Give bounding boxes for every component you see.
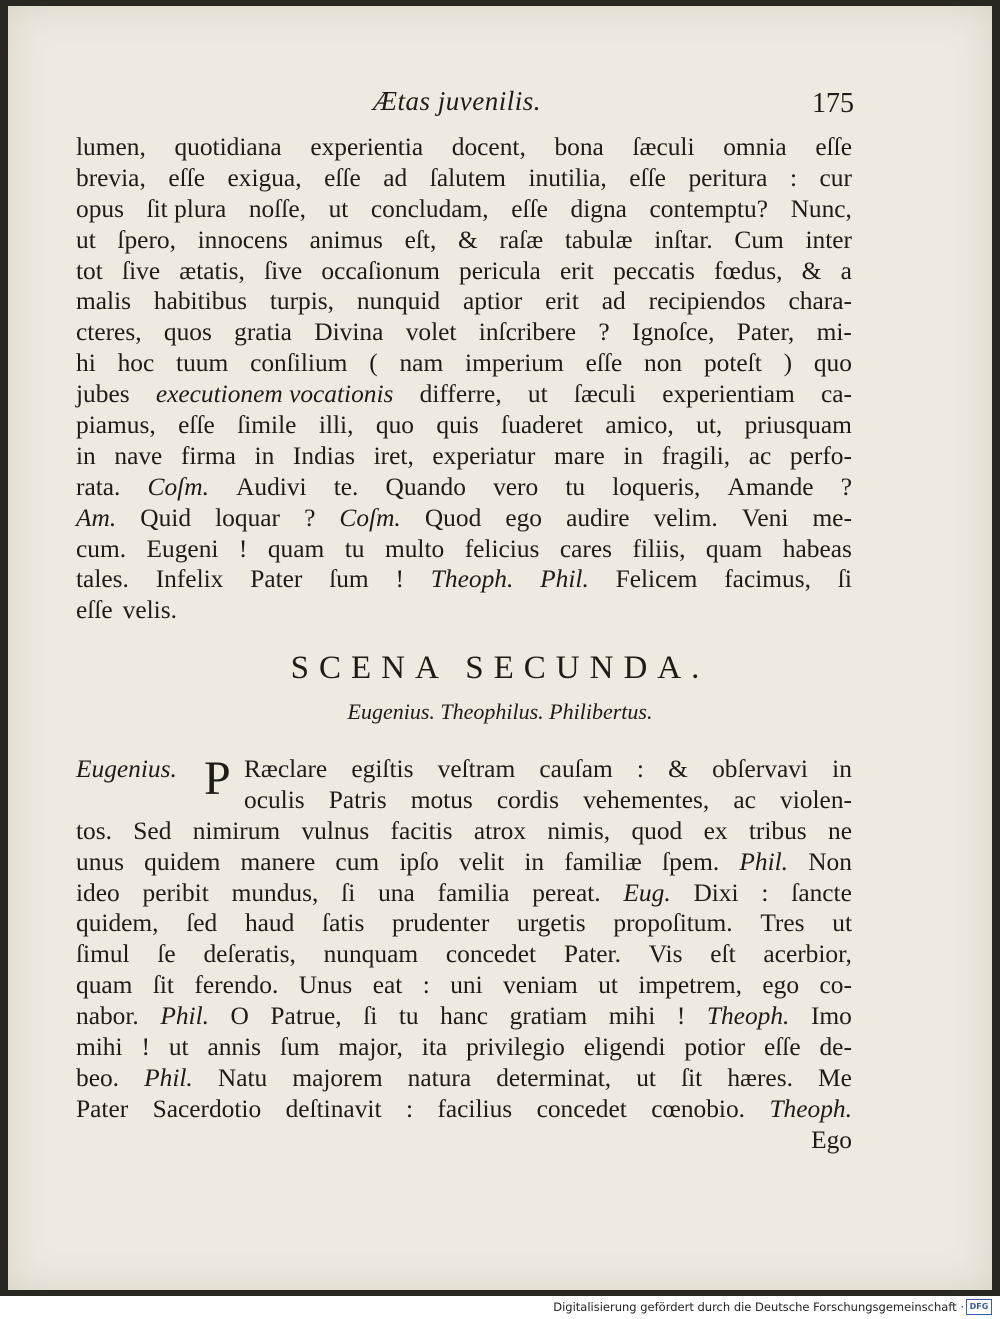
text-line xyxy=(76,472,852,503)
word: conſilium xyxy=(250,349,348,378)
word: erit xyxy=(560,256,594,285)
word: Audivi xyxy=(236,472,307,501)
word: piamus, xyxy=(76,411,156,440)
word: quam xyxy=(705,534,763,563)
word: ( xyxy=(369,349,378,378)
word: ſpero, xyxy=(117,225,176,254)
word: rata. xyxy=(76,472,121,501)
word: inſtar. xyxy=(654,225,713,254)
word: lumen, xyxy=(76,133,146,161)
word: Eugeni xyxy=(146,534,219,563)
running-head xyxy=(8,82,992,122)
word: audire xyxy=(566,503,630,532)
funding-credit: Digitalisierung gefördert durch die Deutsche Forschungsgemeinschaft · xyxy=(553,1300,964,1314)
word: poteſt xyxy=(703,349,762,378)
word: tu xyxy=(565,472,586,501)
word: contemptu? xyxy=(649,194,768,223)
drop-cap: P xyxy=(204,752,231,805)
footer-strip xyxy=(0,1296,1000,1319)
word: amico, xyxy=(605,411,674,440)
word: ca- xyxy=(820,380,852,409)
word: eſſe xyxy=(511,194,548,223)
word: ſum xyxy=(329,565,369,594)
word: filiis, xyxy=(632,534,686,563)
word: imperium xyxy=(465,349,564,378)
word: digna xyxy=(570,194,627,223)
text-line xyxy=(76,441,852,472)
word: & xyxy=(458,225,478,254)
word: cteres, xyxy=(76,318,142,347)
word: in xyxy=(76,441,96,470)
word: concludam, xyxy=(370,194,489,223)
word: turpis, xyxy=(269,287,335,316)
word: experientia xyxy=(310,133,424,161)
word: eſſe xyxy=(178,411,215,440)
text-line: quidem, ſed haud ſatis prudenter urgetis propoſitum. Tres ut xyxy=(76,909,852,938)
word: Quid xyxy=(140,503,192,532)
word: eſſe xyxy=(585,349,623,378)
word: tu xyxy=(344,534,365,563)
word: hi xyxy=(76,349,96,378)
word: hoc xyxy=(117,349,155,378)
text-line xyxy=(76,503,852,534)
text-line: Pater Sacerdotio deſtinavit : facilius concedet cœnobio. Theoph. xyxy=(76,1094,852,1123)
word: ſæculi xyxy=(632,133,695,161)
word: ſit plura xyxy=(146,194,227,223)
word: differre, xyxy=(419,380,502,409)
word: ut xyxy=(527,380,548,409)
word: & xyxy=(801,256,822,285)
word: velim. xyxy=(653,503,718,532)
word: eſſe xyxy=(324,163,361,192)
word: ? xyxy=(840,472,852,501)
running-title: Ætas juvenilis. xyxy=(373,86,541,116)
word: Amande xyxy=(727,472,814,501)
word: ſuaderet xyxy=(501,411,583,440)
word: loqueris, xyxy=(612,472,701,501)
word: multo xyxy=(384,534,445,563)
word: ac xyxy=(748,441,772,470)
full-lines xyxy=(76,816,852,1156)
word: ut, xyxy=(696,411,723,440)
word: perfo- xyxy=(789,441,852,470)
word: executionem vocationis xyxy=(155,380,394,409)
word: noſſe, xyxy=(248,194,306,223)
word: Divina xyxy=(314,318,384,347)
word: felicius xyxy=(464,534,540,563)
word: quotidiana xyxy=(174,133,282,161)
word: ſi xyxy=(837,565,852,594)
text-line: mihi ! ut annis ſum major, ita privilegio eligendi potior eſſe de- xyxy=(76,1033,852,1062)
word: priusquam xyxy=(744,411,852,440)
word: erit xyxy=(545,287,579,316)
text-line xyxy=(76,132,852,163)
word: pericula xyxy=(459,256,541,285)
word: docent, xyxy=(451,133,526,161)
word: Pater, xyxy=(736,318,795,347)
word: peccatis xyxy=(613,256,695,285)
word: tales. xyxy=(76,565,129,594)
word: fragili, xyxy=(661,441,731,470)
text-line xyxy=(76,286,852,317)
word: ætatis, xyxy=(179,256,245,285)
word: volet xyxy=(405,318,457,347)
word: Veni xyxy=(741,503,789,532)
word: facimus, xyxy=(724,565,811,594)
word: brevia, xyxy=(76,163,146,192)
word: ut xyxy=(328,194,349,223)
text-line xyxy=(76,317,852,348)
word: ! xyxy=(395,565,404,594)
word: recipiendos xyxy=(648,287,766,316)
text-line: tos. Sed nimirum vulnus facitis atrox nimis, quod ex tribus ne xyxy=(76,816,852,845)
word: nunquid xyxy=(356,287,441,316)
word: eſſe xyxy=(815,133,852,161)
word: jubes xyxy=(76,380,130,409)
word: ego xyxy=(505,503,543,532)
word: velis. xyxy=(122,596,177,625)
text-line xyxy=(76,256,852,287)
word: ? xyxy=(304,503,316,532)
word: Coſm. xyxy=(147,472,209,501)
word: Theoph. xyxy=(430,565,514,594)
word: eſſe xyxy=(168,163,205,192)
word: Quando xyxy=(385,472,466,501)
word: te. xyxy=(333,472,359,501)
scene-cast: Eugenius. Theophilus. Philibertus. xyxy=(347,699,653,724)
text-line xyxy=(76,595,852,626)
word: bona xyxy=(554,133,604,161)
word: illi, xyxy=(318,411,354,440)
text-line: nabor. Phil. O Patrue, ſi tu hanc gratiam mihi ! Theoph. Imo xyxy=(76,1002,852,1031)
word: aptior xyxy=(462,287,523,316)
text-line xyxy=(76,348,852,379)
word: quam xyxy=(267,534,325,563)
word: Ignoſce, xyxy=(631,318,715,347)
text-line xyxy=(76,194,852,225)
word: mi- xyxy=(816,318,852,347)
word: Felicem xyxy=(615,565,698,594)
word: Coſm. xyxy=(339,503,401,532)
word: ? xyxy=(598,318,610,347)
word: tot xyxy=(76,256,103,285)
text-line: unus quidem manere cum ipſo velit in familiæ ſpem. Phil. Non xyxy=(76,847,852,876)
word: animus xyxy=(309,225,383,254)
indented-lines xyxy=(244,754,852,816)
word: inter xyxy=(805,225,852,254)
word: omnia xyxy=(723,133,787,161)
word: cur xyxy=(819,163,852,192)
word: eſt, xyxy=(404,225,437,254)
word: eſſe xyxy=(629,163,666,192)
dfg-logo-icon: DFG xyxy=(966,1299,992,1315)
word: loquar xyxy=(215,503,280,532)
word: cum. xyxy=(76,534,127,563)
speaker-label: Eugenius. xyxy=(76,755,177,783)
word: me- xyxy=(812,503,852,532)
word: Cum xyxy=(734,225,784,254)
word: habeas xyxy=(782,534,852,563)
text-line: oculis Patris motus cordis vehementes, ac violen- xyxy=(244,785,852,814)
word: mare xyxy=(553,441,605,470)
word: non xyxy=(644,349,683,378)
book-page xyxy=(8,6,992,1290)
word: : xyxy=(789,163,797,192)
catchword: Ego xyxy=(811,1125,852,1154)
word: nam xyxy=(399,349,444,378)
text-line: quam ſit ferendo. Unus eat : uni veniam ut impetrem, ego co- xyxy=(76,971,852,1000)
word: ſive xyxy=(264,256,303,285)
word: a xyxy=(840,256,852,285)
word: occaſionum xyxy=(321,256,440,285)
text-line: beo. Phil. Natu majorem natura determinat, ut ſit hæres. Me xyxy=(76,1063,852,1092)
word: opus xyxy=(76,194,124,223)
word: malis xyxy=(76,287,132,316)
text-line xyxy=(76,225,852,256)
word: ſive xyxy=(122,256,161,285)
word: quo xyxy=(813,349,852,378)
text-line xyxy=(76,534,852,565)
text-line xyxy=(76,379,852,410)
word: Nunc, xyxy=(790,194,852,223)
word: habitibus xyxy=(153,287,247,316)
word: Phil. xyxy=(540,565,589,594)
page-number: 175 xyxy=(812,88,854,119)
word: inſcribere xyxy=(478,318,577,347)
word: quos xyxy=(163,318,212,347)
word: chara- xyxy=(788,287,852,316)
word: ! xyxy=(238,534,248,563)
word: Quod xyxy=(424,503,482,532)
word: exigua, xyxy=(227,163,302,192)
word: Pater xyxy=(250,565,303,594)
word: ) xyxy=(783,349,793,378)
word: quis xyxy=(436,411,479,440)
word: Indias xyxy=(292,441,355,470)
speech-2-paragraph xyxy=(76,754,852,1156)
word: gratia xyxy=(234,318,292,347)
word: ut xyxy=(76,225,96,254)
word: ſæculi xyxy=(573,380,636,409)
word: Infelix xyxy=(155,565,224,594)
word: vero xyxy=(493,472,539,501)
scene-heading: SCENA SECUNDA. xyxy=(290,650,710,686)
word: iret, xyxy=(373,441,414,470)
word: ad xyxy=(601,287,626,316)
text-line: ideo peribit mundus, ſi una familia pereat. Eug. Dixi : ſancte xyxy=(76,878,852,907)
text-line: ſimul ſe deſeratis, nunquam concedet Pater. Vis eſt acerbior, xyxy=(76,940,852,969)
word: experiatur xyxy=(432,441,536,470)
word: firma xyxy=(180,441,236,470)
word: experientiam xyxy=(662,380,795,409)
word: eſſe xyxy=(76,596,113,625)
text-line xyxy=(76,564,852,595)
word: fœdus, xyxy=(714,256,783,285)
word: cares xyxy=(559,534,613,563)
word: peritura xyxy=(688,163,768,192)
text-line xyxy=(76,410,852,441)
word: ſimile xyxy=(237,411,297,440)
text-line: Ræclare egiſtis veſtram cauſam : & obſervavi in xyxy=(244,755,852,783)
speech-1-paragraph xyxy=(76,132,852,626)
word: ſalutem xyxy=(429,163,506,192)
text-line xyxy=(76,163,852,194)
word: tuum xyxy=(176,349,229,378)
word: nave xyxy=(114,441,163,470)
word: Am. xyxy=(76,503,117,532)
word: tabulæ xyxy=(564,225,633,254)
word: innocens xyxy=(197,225,288,254)
word: raſæ xyxy=(499,225,544,254)
word: ad xyxy=(383,163,408,192)
word: quo xyxy=(375,411,414,440)
word: in xyxy=(254,441,275,470)
word: in xyxy=(623,441,644,470)
word: inutilia, xyxy=(528,163,607,192)
